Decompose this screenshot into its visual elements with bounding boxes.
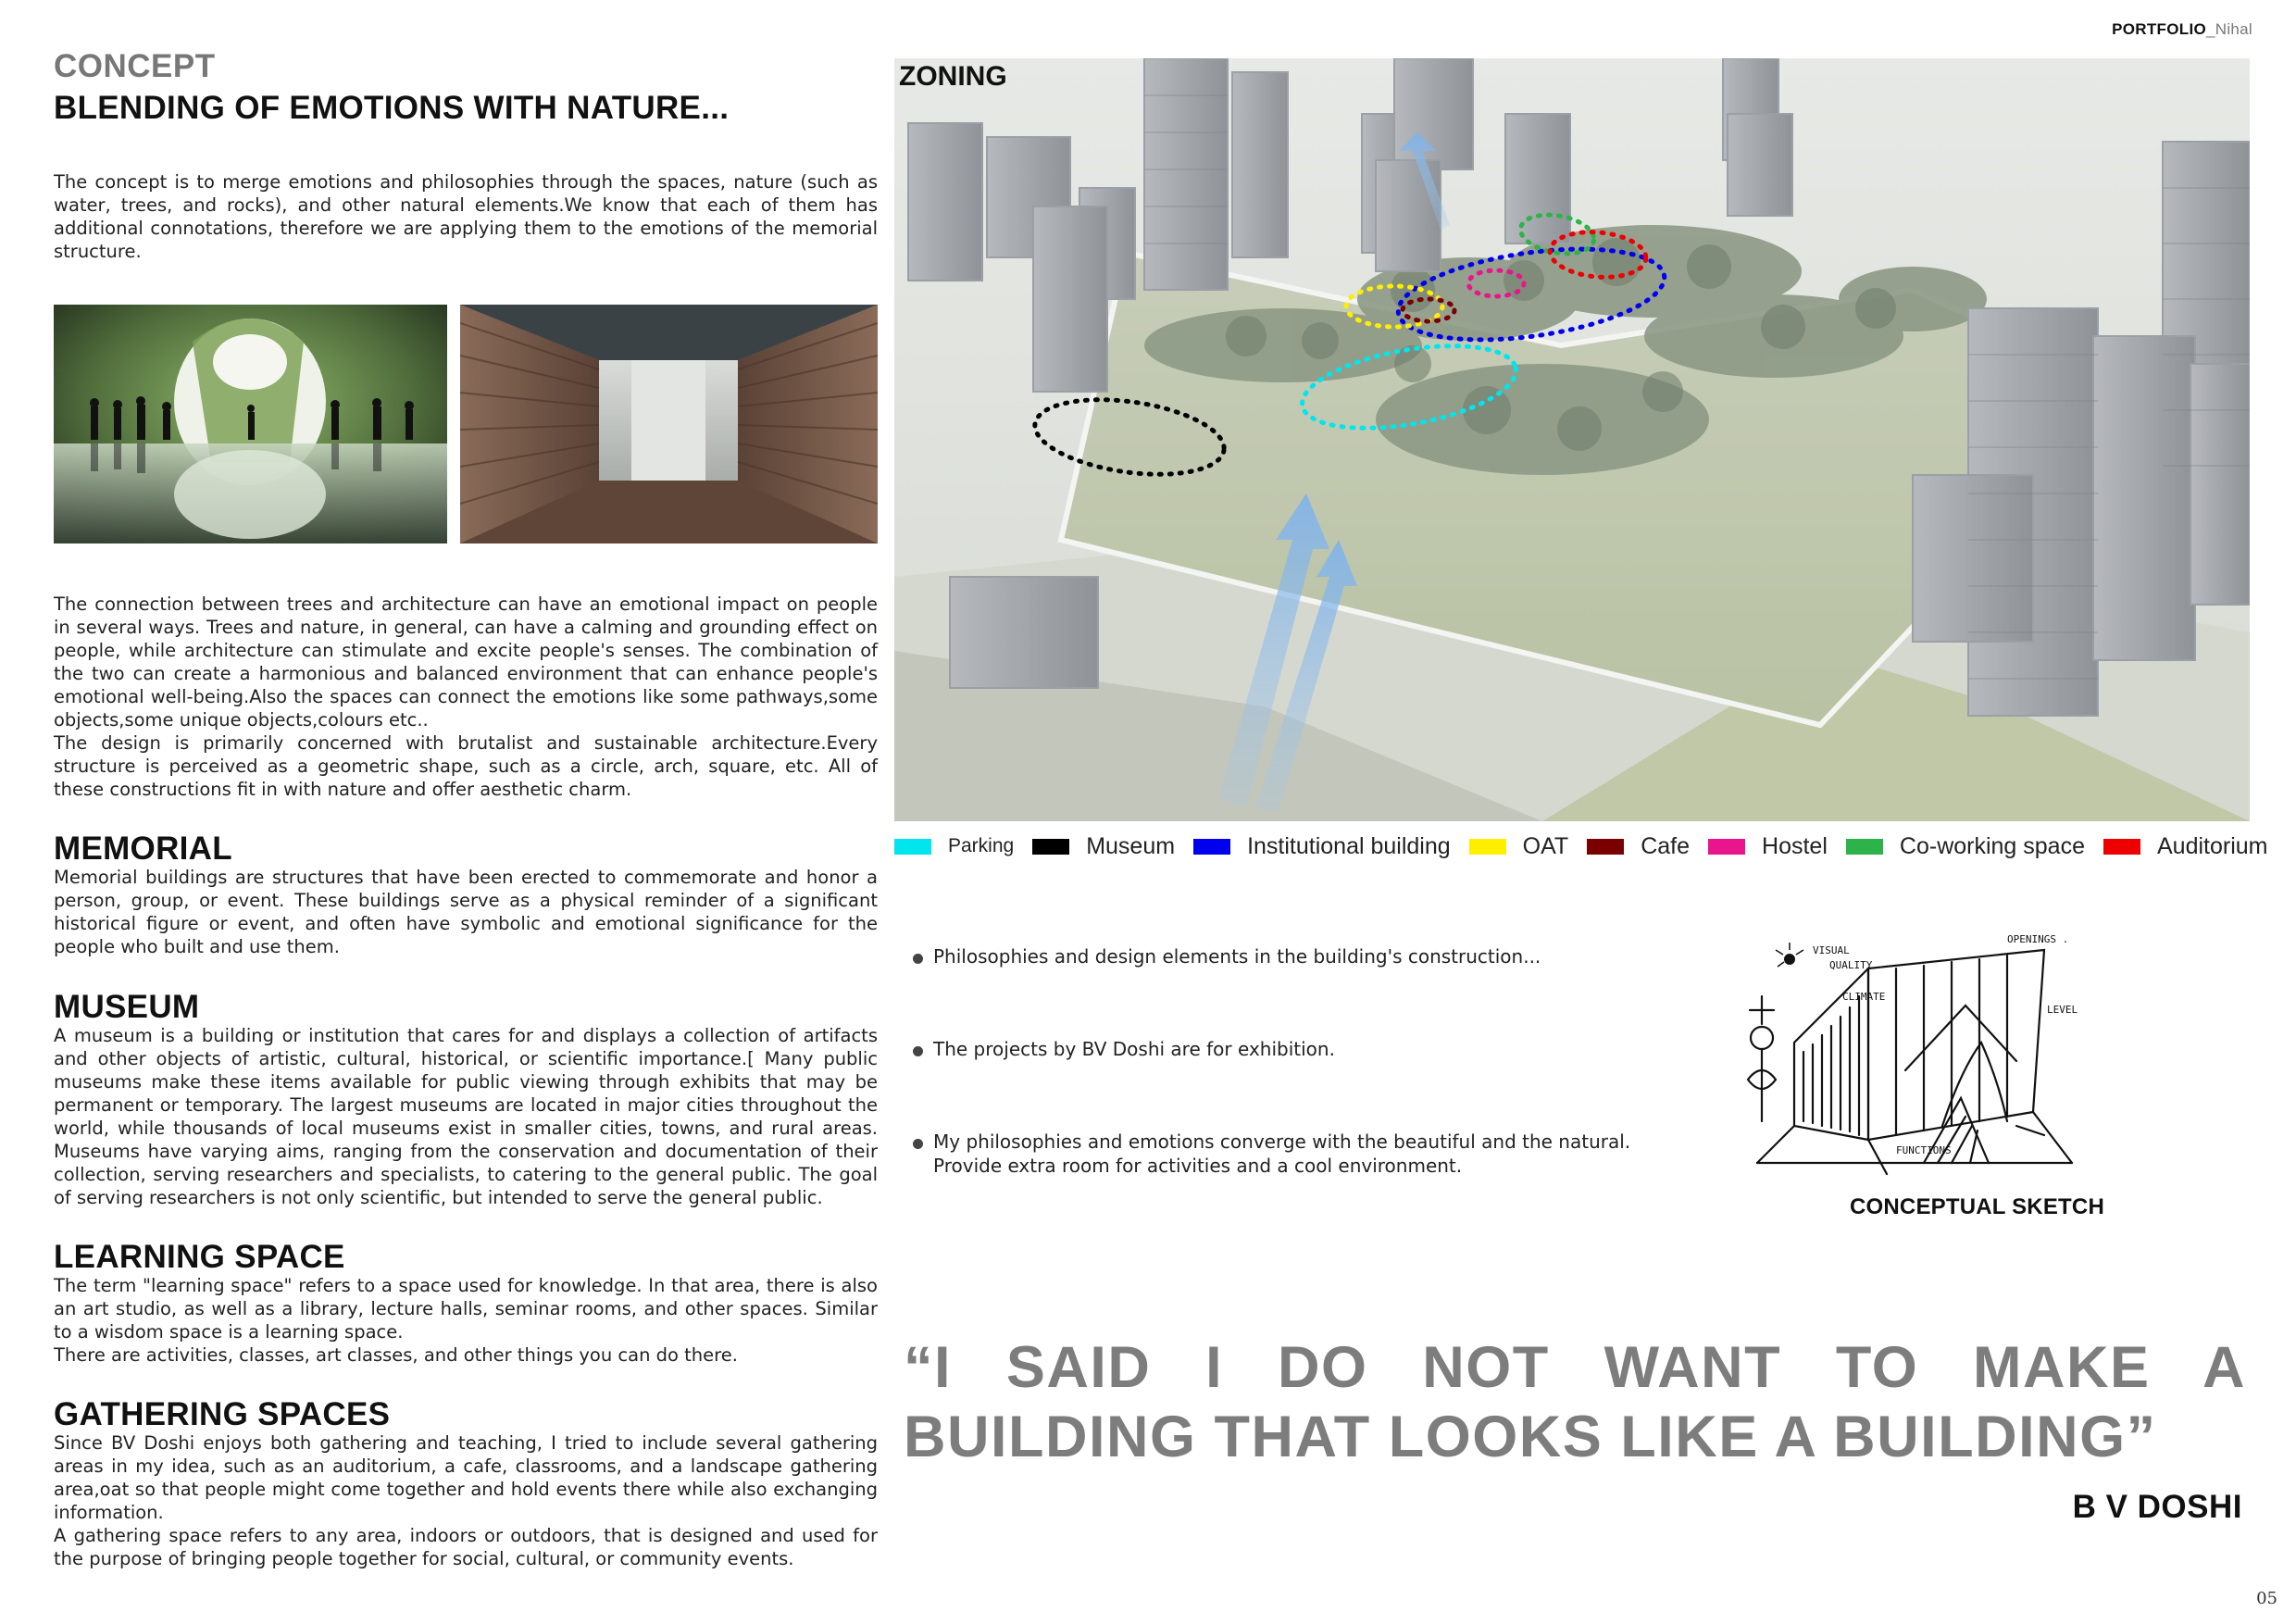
- bullet-item: [913, 1037, 1709, 1061]
- sketch-note-openings: OPENINGS .: [2007, 933, 2069, 945]
- portfolio-label: PORTFOLIO: [2112, 20, 2206, 38]
- bullet-text: Philosophies and design elements in the building's construction...: [933, 945, 1541, 968]
- legend-label: Auditorium: [2157, 832, 2268, 859]
- legend-swatch-auditorium: [2103, 839, 2140, 855]
- section-body-learning-space: The term "learning space" refers to a space used for knowledge. In that area, there is also an art studio, as well as a library, lecture halls, seminar rooms, and other spaces. Similar to a wisdom space is a learning space. There are activities, classes, art classes, and other things you can do there.: [54, 1275, 878, 1366]
- section-title-learning-space: LEARNING SPACE: [54, 1239, 345, 1275]
- sketch-note-functions: FUNCTIONS: [1896, 1144, 1952, 1156]
- sketch-note-quality: QUALITY: [1829, 959, 1873, 971]
- section-title-museum: MUSEUM: [54, 989, 200, 1025]
- concept-headline: BLENDING OF EMOTIONS WITH NATURE...: [54, 90, 730, 126]
- legend-item-hostel: [1708, 833, 1828, 860]
- bullet-dot-icon: [913, 1139, 923, 1149]
- conceptual-sketch-drawing: [1739, 931, 2081, 1181]
- page-number: 05: [2256, 1589, 2277, 1608]
- bullet-text: The projects by BV Doshi are for exhibition.: [933, 1038, 1335, 1060]
- legend-swatch-institutional-building: [1193, 839, 1230, 855]
- legend-item-co-working-space: [1846, 833, 2085, 860]
- zoning-legend: [894, 831, 2268, 861]
- timber-corridor-photo: [460, 305, 878, 543]
- bullet-dot-icon: [913, 1046, 923, 1056]
- legend-swatch-cafe: [1587, 839, 1624, 855]
- portfolio-header: [2112, 20, 2252, 39]
- sketch-note-level: LEVEL: [2047, 1004, 2078, 1016]
- section-title-memorial: MEMORIAL: [54, 831, 232, 867]
- legend-item-parking: [894, 835, 1014, 857]
- legend-swatch-oat: [1469, 839, 1506, 855]
- legend-swatch-museum: [1032, 839, 1069, 855]
- legend-label: Cafe: [1641, 832, 1691, 859]
- section-title-gathering-spaces: GATHERING SPACES: [54, 1396, 391, 1432]
- sketch-note-visual: VISUAL: [1813, 944, 1850, 956]
- concept-body: The connection between trees and architecture can have an emotional impact on people in several ways. Trees and nature, in general, can have a calming and grounding effect on people, while architecture can stimulate and excite people's senses. The combination of the two can create a harmonious and balanced environment that can enhance people's emotional well-being.Also the spaces can connect the emotions like some pathways,some objects,some unique objects,colours etc.. The design is primarily concerned with brutalist and sustainable architecture.Every structure is perceived as a geometric shape, such as a circle, arch, square, etc. All of these constructions fit in with nature and offer aesthetic charm.: [54, 593, 878, 800]
- legend-label: Museum: [1086, 832, 1176, 859]
- quote-author: B V DOSHI: [2072, 1489, 2242, 1525]
- legend-item-auditorium: [2103, 833, 2268, 860]
- bullet-dot-icon: [913, 954, 923, 964]
- pull-quote: “I SAID I DO NOT WANT TO MAKE A BUILDING THAT LOOKS LIKE A BUILDING”: [904, 1335, 2246, 1469]
- legend-label: OAT: [1522, 832, 1569, 859]
- section-body-memorial: Memorial buildings are structures that have been erected to commemorate and honor a person, group, or event. These buildings serve as a physical reminder of a significant historical figure or event, and often have symbolic and emotional significance for the people who built and use them.: [54, 867, 878, 957]
- sketch-note-climate: CLIMATE: [1842, 991, 1886, 1003]
- portfolio-name: _Nihal: [2206, 20, 2252, 38]
- legend-label: Parking: [948, 835, 1015, 856]
- legend-swatch-hostel: [1708, 839, 1745, 855]
- legend-label: Institutional building: [1247, 832, 1451, 859]
- legend-swatch-parking: [894, 839, 931, 855]
- legend-item-institutional-building: [1193, 833, 1451, 860]
- bullet-item: [913, 944, 1709, 968]
- legend-label: Co-working space: [1899, 832, 2085, 859]
- bullet-text: My philosophies and emotions converge with the beautiful and the natural. Provide extra room for activities and a cool environment.: [933, 1131, 1631, 1177]
- legend-swatch-co-working-space: [1846, 839, 1883, 855]
- legend-item-museum: [1032, 833, 1175, 860]
- legend-item-cafe: [1587, 833, 1690, 860]
- sketch-caption: CONCEPTUAL SKETCH: [1850, 1194, 2104, 1219]
- legend-label: Hostel: [1762, 832, 1828, 859]
- concept-kicker: CONCEPT: [54, 48, 216, 84]
- tunnel-reflection-photo: [54, 305, 447, 543]
- section-body-museum: A museum is a building or institution that cares for and displays a collection of artifacts and other objects of artistic, cultural, historical, or scientific importance.[ Many public museums make these items available for public viewing through exhibits that may be permanent or temporary. The largest museums are located in major cities throughout the world, while thousands of local museums exist in smaller cities, towns, and rural areas. Museums have varying aims, ranging from the conservation and documentation of their collection, serving researchers and specialists, to catering to the general public. The goal of serving researchers is not only scientific, but intended to serve the general public.: [54, 1025, 878, 1208]
- legend-item-oat: [1469, 833, 1569, 860]
- bullet-item: [913, 1130, 1691, 1178]
- section-body-gathering-spaces: Since BV Doshi enjoys both gathering and teaching, I tried to include several gathering areas in my idea, such as an auditorium, a cafe, classrooms, and a landscape gathering area,oat so that people might come together and hold events there while also exchanging information. A gathering space refers to any area, indoors or outdoors, that is designed and used for the purpose of bringing people together for social, cultural, or community events.: [54, 1432, 878, 1569]
- concept-intro: The concept is to merge emotions and philosophies through the spaces, nature (such as water, trees, and rocks), and other natural elements.We know that each of them has additional connotations, therefore we are applying them to the emotions of the memorial structure.: [54, 171, 878, 262]
- zoning-title: ZONING: [899, 61, 1007, 92]
- zoning-aerial-render: [894, 58, 2250, 821]
